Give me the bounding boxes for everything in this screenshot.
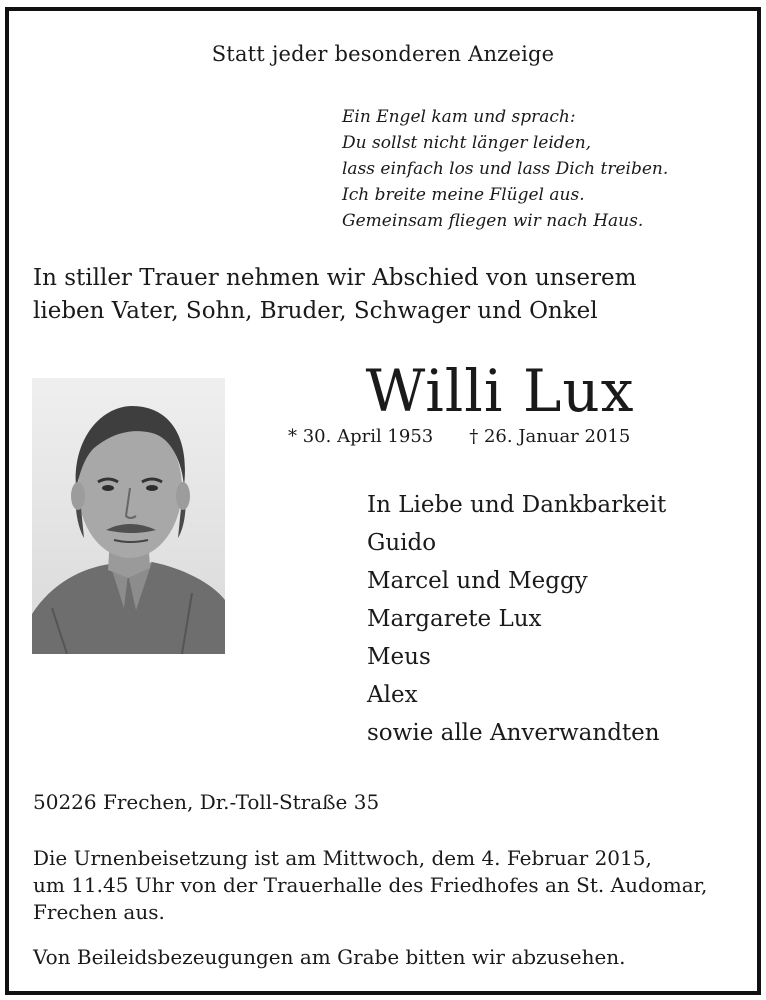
life-dates (288, 426, 630, 447)
funeral-line: Die Urnenbeisetzung ist am Mittwoch, dem 4. Februar 2015, (33, 846, 652, 870)
mourner-line: Meus (367, 644, 431, 670)
poem-line: Ein Engel kam und sprach: (342, 107, 576, 127)
mourner-line: Marcel und Meggy (367, 568, 588, 594)
mourner-line: sowie alle Anverwandten (367, 720, 660, 746)
condolence-request: Von Beileidsbezeugungen am Grabe bitten wir abzusehen. (33, 945, 626, 969)
poem-line: Ich breite meine Flügel aus. (342, 185, 585, 205)
mourner-line: In Liebe und Dankbarkeit (367, 492, 667, 518)
poem-line: Gemeinsam fliegen wir nach Haus. (342, 211, 644, 231)
death-date: † 26. Januar 2015 (469, 426, 631, 447)
intro-text (33, 262, 636, 328)
portrait-image (32, 378, 225, 654)
poem-line: Du sollst nicht länger leiden, (342, 133, 592, 153)
poem (342, 104, 668, 234)
funeral-line: um 11.45 Uhr von der Trauerhalle des Friedhofes an St. Audomar, (33, 873, 708, 897)
intro-line: In stiller Trauer nehmen wir Abschied von unserem (33, 265, 637, 291)
poem-line: lass einfach los und lass Dich treiben. (342, 159, 669, 179)
mourners-list (367, 486, 666, 752)
funeral-line: Frechen aus. (33, 900, 165, 924)
intro-line: lieben Vater, Sohn, Bruder, Schwager und Onkel (33, 298, 598, 324)
mourner-line: Margarete Lux (367, 606, 542, 632)
portrait-photo (32, 378, 225, 654)
funeral-info (33, 845, 707, 926)
mourner-line: Alex (367, 682, 418, 708)
birth-date: * 30. April 1953 (288, 426, 434, 447)
address: 50226 Frechen, Dr.-Toll-Straße 35 (33, 790, 380, 814)
notice-header: Statt jeder besonderen Anzeige (211, 42, 555, 66)
deceased-name: Willi Lux (365, 357, 635, 425)
mourner-line: Guido (367, 530, 437, 556)
